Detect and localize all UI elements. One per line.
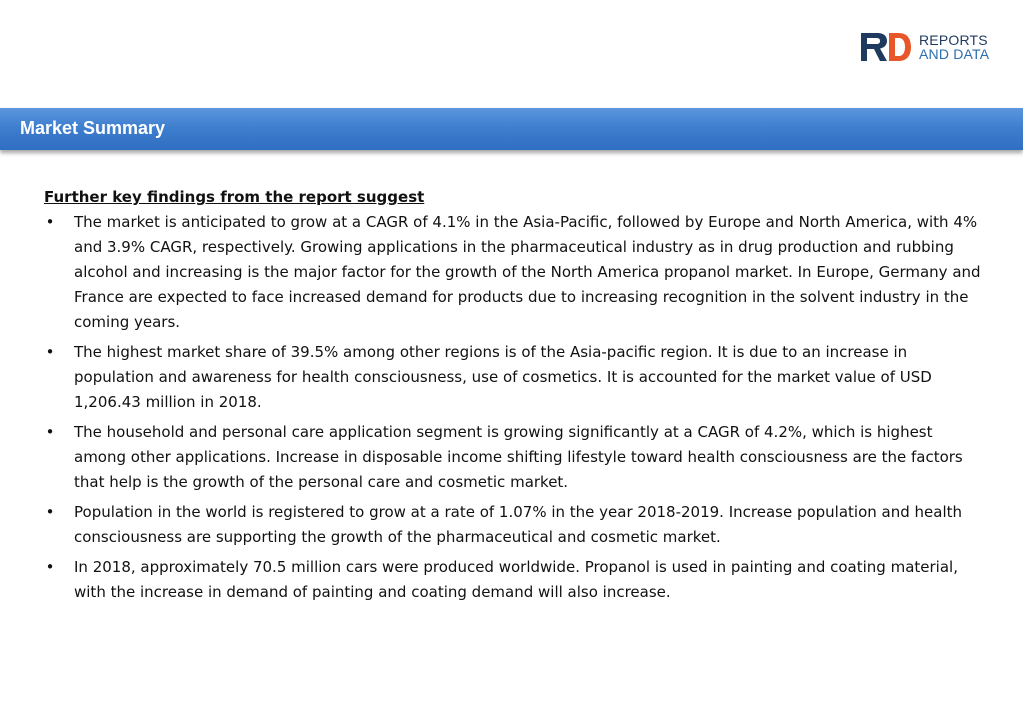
finding-item	[44, 210, 989, 335]
rd-logo-mark-icon	[859, 31, 913, 63]
bullet-icon: •	[45, 558, 55, 576]
finding-text: The highest market share of 39.5% among other regions is of the Asia-pacific region. It is due to an increase in population and awareness for health consciousness, use of cosmetics. It is accounted for the market value of USD 1,206.43 million in 2018.	[74, 343, 932, 411]
finding-text: In 2018, approximately 70.5 million cars were produced worldwide. Propanol is used in painting and coating material, with the increase in demand of painting and coating demand will also increase.	[74, 558, 958, 601]
findings-heading: Further key findings from the report suggest	[44, 188, 425, 206]
finding-item	[44, 555, 989, 605]
banner-title: Market Summary	[20, 118, 166, 138]
section-banner	[0, 108, 1023, 150]
key-findings-section	[44, 185, 989, 610]
logo-text-reports: REPORTS	[919, 32, 988, 48]
logo-text-and-data: AND DATA	[919, 46, 990, 62]
bullet-icon: •	[45, 503, 55, 521]
bullet-icon: •	[45, 213, 55, 231]
finding-item	[44, 500, 989, 550]
reports-and-data-logo	[859, 31, 989, 63]
finding-item	[44, 420, 989, 495]
bullet-icon: •	[45, 343, 55, 361]
finding-text: The household and personal care application segment is growing significantly at a CAGR of 4.2%, which is highest among other applications. Increase in disposable income shifting lifestyle toward health consciousness are the factors that help is the growth of the personal care and cosmetic market.	[74, 423, 963, 491]
finding-text: Population in the world is registered to grow at a rate of 1.07% in the year 2018-2019. Increase population and health consciousness are supporting the growth of the pharmaceutical and cosmetic market.	[74, 503, 963, 546]
finding-text: The market is anticipated to grow at a CAGR of 4.1% in the Asia-Pacific, followed by Europe and North America, with 4% and 3.9% CAGR, respectively. Growing applications in the pharmaceutical industry as in drug production and rubbing alcohol and increasing is the major factor for the growth of the North America propanol market. In Europe, Germany and France are expected to face increased demand for products due to increasing recognition in the solvent industry in the coming years.	[74, 213, 981, 331]
finding-item	[44, 340, 989, 415]
findings-list	[44, 210, 989, 605]
logo-wordmark	[919, 33, 989, 61]
bullet-icon: •	[45, 423, 55, 441]
